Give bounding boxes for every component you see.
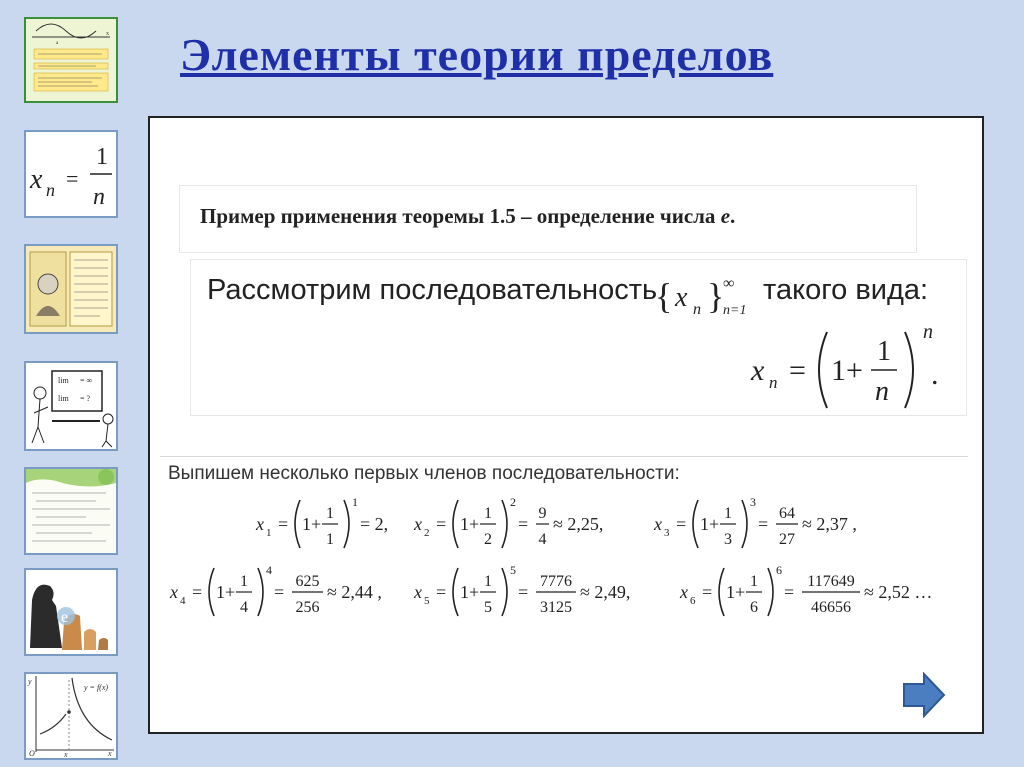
term-rhs-den: 27	[779, 531, 795, 548]
svg-text:=: =	[789, 354, 806, 387]
term-power: 3	[750, 495, 756, 509]
term-rhs-den: 46656	[811, 599, 851, 616]
thumb-green-slide[interactable]	[24, 467, 118, 555]
svg-text:.: .	[931, 358, 939, 391]
term-den: 2	[484, 531, 492, 548]
term-rhs: ≈ 2,37 ,	[802, 514, 857, 534]
svg-text:1: 1	[877, 336, 891, 367]
svg-text:∞: ∞	[723, 275, 735, 292]
svg-text:y: y	[28, 677, 32, 686]
term-rhs-den: 4	[538, 531, 547, 548]
svg-text:1+: 1+	[831, 354, 863, 387]
term-one-plus: 1+	[460, 582, 480, 602]
term-var: x	[414, 514, 422, 534]
dogs-image	[26, 570, 116, 654]
number-line-image	[26, 19, 116, 101]
term-den: 3	[724, 531, 732, 548]
term-num: 1	[326, 505, 334, 522]
svg-text:y = f(x): y = f(x)	[84, 683, 109, 692]
term-one-plus: 1+	[700, 514, 720, 534]
parenthesis	[768, 568, 773, 616]
parenthesis	[453, 500, 458, 548]
parenthesis	[502, 500, 507, 548]
svg-text:x: x	[108, 749, 112, 758]
term-num: 1	[724, 505, 732, 522]
svg-text:x: x	[64, 750, 68, 758]
parenthesis	[344, 500, 349, 548]
parenthesis	[209, 568, 214, 616]
term-index: 2	[424, 527, 430, 539]
term-eq2: =	[518, 514, 529, 534]
term-rhs: ≈ 2,49,	[580, 582, 631, 602]
svg-text:1: 1	[96, 144, 108, 170]
svg-text:n=1: n=1	[723, 303, 747, 318]
cartoon-image	[26, 363, 116, 449]
term-var: x	[170, 582, 178, 602]
term-num: 1	[484, 505, 492, 522]
term-eq: =	[676, 514, 687, 534]
term-power: 4	[266, 563, 272, 577]
parenthesis	[258, 568, 263, 616]
term-den: 6	[750, 599, 758, 616]
terms-intro: Выпишем несколько первых членов последовательности:	[168, 463, 680, 484]
svg-text:x: x	[751, 354, 765, 387]
term-one-plus: 1+	[302, 514, 322, 534]
svg-text:= ?: = ?	[80, 394, 91, 403]
xn-formula-image	[26, 132, 116, 216]
thumb-portrait[interactable]	[24, 244, 118, 334]
thumb-dogs[interactable]	[24, 568, 118, 656]
thumb-number-line[interactable]	[24, 17, 118, 103]
term-var: x	[256, 514, 264, 534]
page-title: Элементы теории пределов	[180, 29, 774, 80]
sequence-intro-after: такого вида:	[763, 274, 929, 306]
parenthesis	[693, 500, 698, 548]
term-index: 6	[690, 595, 696, 607]
svg-text:lim: lim	[58, 394, 69, 403]
term-eq2: =	[784, 582, 795, 602]
term-var: x	[414, 582, 422, 602]
svg-text:n: n	[923, 321, 933, 343]
svg-text:n: n	[93, 184, 105, 210]
term-index: 5	[424, 595, 430, 607]
parenthesis	[742, 500, 747, 548]
svg-text:n: n	[46, 180, 55, 200]
thumb-xn-formula[interactable]	[24, 130, 118, 218]
right-arrow-icon	[904, 674, 944, 716]
term-rhs-den: 256	[295, 599, 320, 616]
next-button[interactable]	[902, 672, 946, 718]
example-heading-text: Пример применения теоремы 1.5 – определение числа	[200, 204, 716, 228]
svg-text:x: x	[675, 282, 688, 313]
term-rhs-den: 3125	[540, 599, 572, 616]
thumb-cartoon[interactable]	[24, 361, 118, 451]
example-heading-var: e	[720, 204, 731, 228]
term-eq2: =	[518, 582, 529, 602]
term-one-plus: 1+	[216, 582, 236, 602]
svg-text:}: }	[707, 276, 725, 316]
term-index: 3	[664, 527, 670, 539]
term-eq2: =	[758, 514, 769, 534]
term-var: x	[654, 514, 662, 534]
term-eq: =	[702, 582, 713, 602]
term-eq: =	[192, 582, 203, 602]
terms-separator	[160, 456, 968, 457]
term-power: 2	[510, 495, 516, 509]
svg-text:=: =	[66, 166, 79, 191]
thumb1-x: x	[106, 31, 109, 37]
term-one-plus: 1+	[460, 514, 480, 534]
parenthesis	[719, 568, 724, 616]
term-var: x	[680, 582, 688, 602]
svg-text:O: O	[29, 749, 35, 758]
svg-text:{: {	[655, 276, 673, 316]
term-eq: =	[436, 582, 447, 602]
sequence-intro	[207, 274, 657, 307]
term-rhs-num: 625	[295, 573, 320, 590]
term-rhs-num: 117649	[807, 573, 855, 590]
sequence-box	[191, 260, 966, 415]
parenthesis	[502, 568, 507, 616]
svg-text:n: n	[769, 373, 778, 392]
term-power: 6	[776, 563, 782, 577]
parenthesis	[295, 500, 300, 548]
term-den: 5	[484, 599, 492, 616]
svg-text:n: n	[693, 301, 701, 318]
term-num: 1	[484, 573, 492, 590]
svg-text:= ∞: = ∞	[80, 376, 93, 385]
term-power: 5	[510, 563, 516, 577]
term-rhs: ≈ 2,52 …	[864, 582, 933, 602]
term-num: 1	[750, 573, 758, 590]
term-rhs: ≈ 2,25,	[553, 514, 604, 534]
term-num: 1	[240, 573, 248, 590]
term-eq: =	[278, 514, 289, 534]
term-index: 4	[180, 595, 186, 607]
e-letter: e	[61, 609, 69, 626]
svg-text:x: x	[30, 164, 43, 195]
svg-text:a: a	[56, 41, 59, 46]
graph-image	[26, 674, 116, 758]
svg-text:lim: lim	[58, 376, 69, 385]
term-one-plus: 1+	[726, 582, 746, 602]
thumb-graph[interactable]	[24, 672, 118, 760]
term-eq2: =	[274, 582, 285, 602]
sequence-intro-before: Рассмотрим последовательность	[207, 274, 658, 306]
term-rhs: = 2,	[360, 514, 389, 534]
parenthesis	[453, 568, 458, 616]
sequence-formula	[747, 312, 967, 412]
term-den: 1	[326, 531, 334, 548]
term-rhs-num: 9	[538, 505, 547, 522]
svg-text:n: n	[875, 376, 889, 407]
term-rhs-num: 64	[779, 505, 795, 522]
term-power: 1	[352, 495, 358, 509]
terms-formulas	[160, 484, 970, 644]
term-eq: =	[436, 514, 447, 534]
example-box	[180, 186, 916, 252]
green-slide-image	[26, 469, 116, 553]
term-den: 4	[240, 599, 248, 616]
example-heading-end: .	[730, 204, 736, 228]
term-rhs: ≈ 2,44 ,	[327, 582, 382, 602]
portrait-image	[26, 246, 116, 332]
term-rhs-num: 7776	[540, 573, 572, 590]
example-heading	[200, 204, 735, 229]
term-index: 1	[266, 527, 272, 539]
